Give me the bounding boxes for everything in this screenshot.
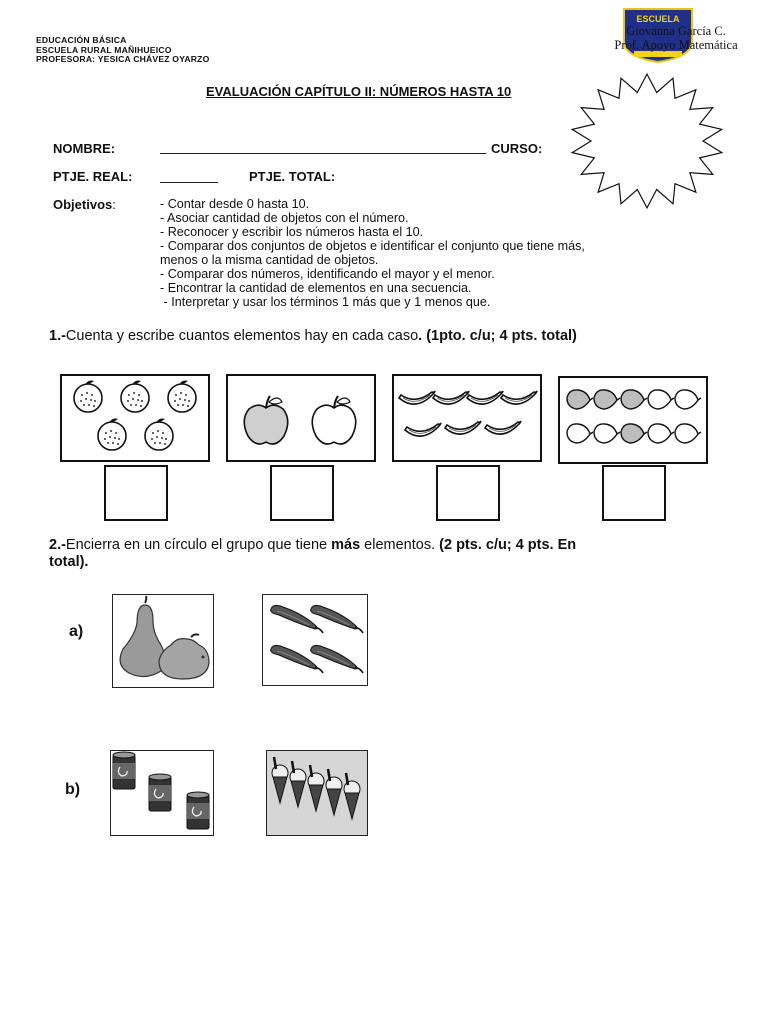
- leaf-icon: [567, 424, 593, 443]
- nombre-field[interactable]: [160, 140, 486, 154]
- q2-number: 2.-: [49, 537, 66, 553]
- q2-points-b: total).: [49, 554, 89, 570]
- teacher-role: Prof. Apoyo Matemática: [614, 38, 738, 52]
- row-b-label: b): [65, 781, 81, 798]
- oranges-group: [62, 376, 208, 460]
- pears-group: [113, 595, 213, 687]
- header-line: ESCUELA RURAL MAÑIHUEICO: [36, 44, 172, 55]
- banana-icon: [485, 421, 521, 434]
- ptje-real-field[interactable]: [160, 169, 218, 183]
- q2-text-b: elementos.: [360, 537, 440, 553]
- orange-icon: [121, 381, 149, 413]
- page-title: EVALUACIÓN CAPÍTULO II: NÚMEROS HASTA 10: [206, 84, 512, 99]
- apples-group: [228, 376, 374, 460]
- header-line: EDUCACIÓN BÁSICA: [36, 35, 127, 45]
- banana-icon: [501, 391, 537, 404]
- row-a-label: a): [69, 623, 84, 640]
- leaf-icon: [594, 390, 620, 409]
- can-icon: [187, 792, 209, 829]
- banana-icon: [467, 391, 503, 404]
- apple-icon: [244, 396, 288, 444]
- ice-cream-icon: [272, 757, 288, 803]
- objective-item: - Asociar cantidad de objetos con el número.: [160, 211, 409, 225]
- leaf-icon: [594, 424, 620, 443]
- leaves-group: [560, 378, 706, 462]
- q1-answer-box-2[interactable]: [270, 465, 334, 521]
- teacher-info: [594, 24, 758, 52]
- leaf-icon: [648, 424, 674, 443]
- objective-item: - Contar desde 0 hasta 10.: [160, 197, 310, 211]
- pear-icon: [159, 634, 209, 679]
- nombre-label: NOMBRE:: [53, 141, 116, 156]
- objective-item: - Interpretar y usar los términos 1 más que y 1 menos que.: [160, 295, 491, 309]
- pear-icon: [120, 596, 165, 677]
- ice-creams-group: [267, 751, 367, 835]
- apple-icon: [312, 396, 356, 444]
- question-1: [49, 328, 577, 345]
- grade-star: [568, 72, 726, 210]
- objetivos-colon: :: [112, 197, 116, 212]
- orange-icon: [168, 381, 196, 413]
- chilies-group: [263, 595, 367, 685]
- q1-group-bananas: [392, 374, 542, 462]
- banana-icon: [399, 391, 435, 404]
- leaf-icon: [621, 390, 647, 409]
- q1-group-oranges: [60, 374, 210, 462]
- q2-text-bold: más: [331, 537, 361, 553]
- pears-picture[interactable]: [112, 594, 214, 688]
- ice-cream-icon: [308, 765, 324, 811]
- q1-text: Cuenta y escribe cuantos elementos hay en cada caso: [65, 328, 419, 344]
- q1-number: 1.-: [49, 328, 66, 344]
- orange-icon: [74, 381, 102, 413]
- q1-answer-box-1[interactable]: [104, 465, 168, 521]
- ice-cream-icon: [290, 761, 306, 807]
- bananas-group: [394, 376, 540, 460]
- chilies-picture[interactable]: [262, 594, 368, 686]
- objective-item: - Comparar dos números, identificando el mayor y el menor.: [160, 267, 495, 281]
- q1-group-apples: [226, 374, 376, 462]
- banana-icon: [445, 421, 481, 434]
- q1-points: . (1pto. c/u; 4 pts. total): [418, 328, 577, 344]
- can-icon: [113, 752, 135, 789]
- cans-group: [111, 751, 213, 835]
- objective-item: - Encontrar la cantidad de elementos en una secuencia.: [160, 281, 472, 295]
- ice-cream-icon: [344, 773, 360, 819]
- cans-picture[interactable]: [110, 750, 214, 836]
- q2-text-a: Encierra en un círculo el grupo que tiene: [65, 537, 332, 553]
- objective-item: - Comparar dos conjuntos de objetos e identificar el conjunto que tiene más,: [160, 239, 585, 253]
- orange-icon: [145, 419, 173, 451]
- can-icon: [149, 774, 171, 811]
- leaf-icon: [621, 424, 647, 443]
- school-header: [36, 36, 209, 65]
- q2-points-a: (2 pts. c/u; 4 pts. En: [439, 537, 577, 553]
- objective-item: menos o la misma cantidad de objetos.: [160, 253, 379, 267]
- curso-label: CURSO:: [491, 141, 543, 156]
- ice-cream-icon: [326, 769, 342, 815]
- objetivos-heading: [53, 197, 116, 212]
- ptje-total-label: PTJE. TOTAL:: [249, 169, 336, 184]
- leaf-icon: [567, 390, 593, 409]
- ice-creams-picture[interactable]: [266, 750, 368, 836]
- leaf-icon: [675, 390, 701, 409]
- objetivos-list: [160, 197, 680, 309]
- question-2: [49, 537, 729, 571]
- logo-text: ESCUELA: [636, 14, 680, 24]
- orange-icon: [98, 419, 126, 451]
- ptje-real-label: PTJE. REAL:: [53, 169, 133, 184]
- q1-answer-box-4[interactable]: [602, 465, 666, 521]
- q1-answer-box-3[interactable]: [436, 465, 500, 521]
- header-line: PROFESORA: YESICA CHÁVEZ OYARZO: [36, 54, 210, 65]
- objetivos-label: Objetivos: [53, 197, 113, 212]
- leaf-icon: [675, 424, 701, 443]
- objective-item: - Reconocer y escribir los números hasta el 10.: [160, 225, 424, 239]
- banana-icon: [405, 423, 441, 436]
- banana-icon: [433, 391, 469, 404]
- q1-group-leaves: [558, 376, 708, 464]
- leaf-icon: [648, 390, 674, 409]
- teacher-name: Giovanna García C.: [626, 24, 726, 38]
